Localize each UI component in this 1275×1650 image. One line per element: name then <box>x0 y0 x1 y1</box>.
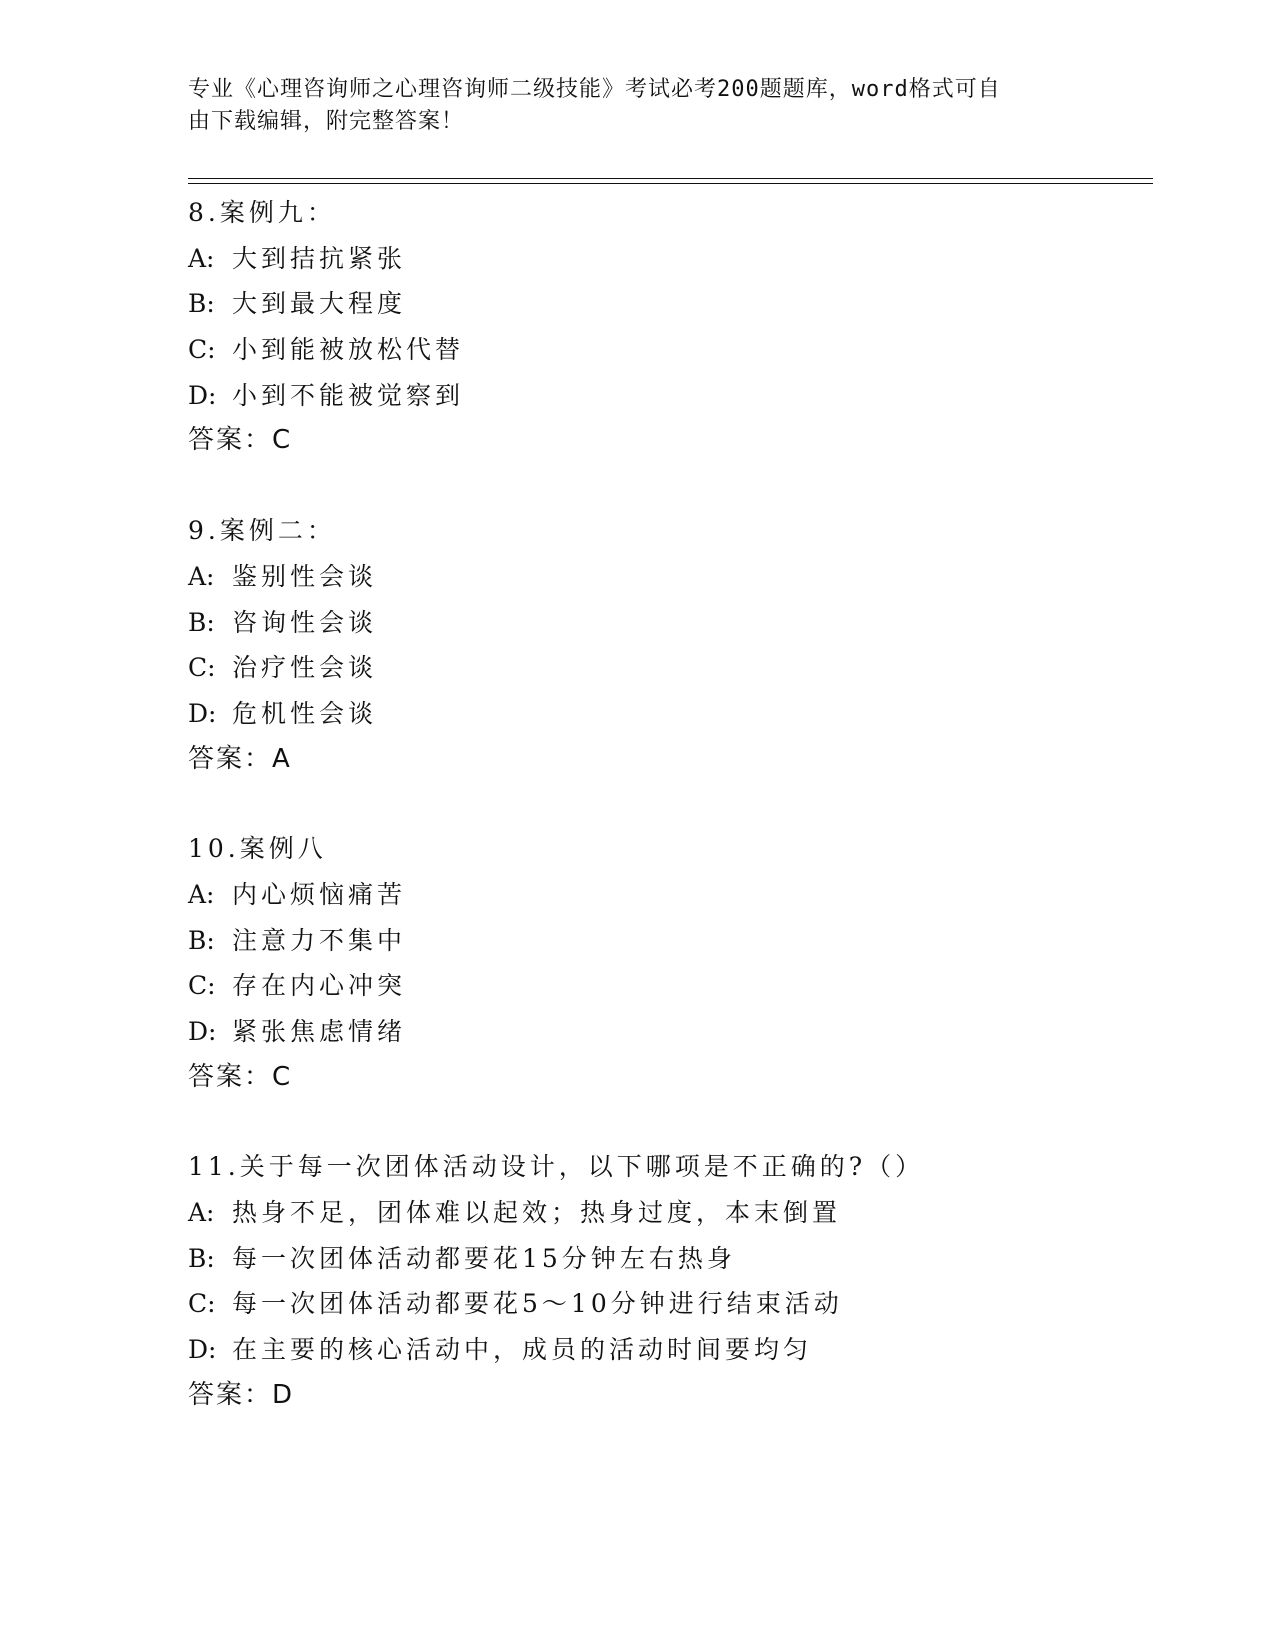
option-text: 存在内心冲突 <box>232 971 407 1001</box>
answer-line: 答案：A <box>188 743 292 774</box>
question-10 <box>188 826 1153 1100</box>
option-text: 每一次团体活动都要花5～10分钟进行结束活动 <box>232 1289 843 1319</box>
option-b <box>188 281 1153 327</box>
question-8 <box>188 190 1153 464</box>
header-divider-bottom <box>188 183 1153 184</box>
option-letter: C: <box>188 653 216 683</box>
question-stem: 11.关于每一次团体活动设计，以下哪项是不正确的?（） <box>188 1152 925 1182</box>
answer-line: 答案：C <box>188 1061 293 1092</box>
option-a <box>188 1190 1153 1236</box>
option-letter: A: <box>188 1198 215 1228</box>
option-text: 咨询性会谈 <box>232 607 378 637</box>
option-b <box>188 600 1153 646</box>
question-9 <box>188 508 1153 782</box>
option-text: 每一次团体活动都要花15分钟左右热身 <box>232 1243 736 1273</box>
option-text: 小到不能被觉察到 <box>232 380 465 410</box>
answer-line: 答案：C <box>188 425 293 456</box>
option-a <box>188 554 1153 600</box>
option-letter: B: <box>188 925 215 955</box>
option-letter: B: <box>188 1243 215 1273</box>
question-11 <box>188 1144 1153 1418</box>
option-d <box>188 1009 1153 1055</box>
option-letter: C: <box>188 1289 216 1319</box>
question-stem: 8.案例九： <box>188 198 336 227</box>
header-line-1: 专业《心理咨询师之心理咨询师二级技能》考试必考200题题库，word格式可自 <box>188 77 1001 102</box>
option-text: 小到能被放松代替 <box>232 335 465 365</box>
option-text: 紧张焦虑情绪 <box>232 1017 407 1046</box>
option-d <box>188 691 1153 737</box>
question-list <box>188 190 1153 1463</box>
option-letter: C: <box>188 971 216 1001</box>
option-text: 大到拮抗紧张 <box>232 243 407 273</box>
option-letter: D: <box>188 380 217 410</box>
option-text: 危机性会谈 <box>232 698 378 728</box>
option-c <box>188 963 1153 1009</box>
header-divider-top <box>188 178 1153 179</box>
option-text: 热身不足，团体难以起效；热身过度，本末倒置 <box>232 1198 842 1228</box>
option-text: 注意力不集中 <box>232 925 407 955</box>
option-letter: D: <box>188 1335 217 1365</box>
header-line-2: 由下载编辑，附完整答案！ <box>188 109 465 134</box>
option-b <box>188 918 1153 964</box>
option-c <box>188 645 1153 691</box>
option-a <box>188 872 1153 918</box>
option-c <box>188 1281 1153 1327</box>
option-letter: B: <box>188 289 215 319</box>
option-d <box>188 1327 1153 1373</box>
option-c <box>188 327 1153 373</box>
option-text: 在主要的核心活动中，成员的活动时间要均匀 <box>232 1335 813 1365</box>
option-text: 鉴别性会谈 <box>232 561 378 591</box>
option-letter: A: <box>188 243 215 273</box>
option-a <box>188 236 1153 282</box>
option-letter: D: <box>188 1017 217 1046</box>
option-letter: A: <box>188 561 215 591</box>
question-stem: 10.案例八 <box>188 834 327 864</box>
option-d <box>188 373 1153 419</box>
option-letter: B: <box>188 607 215 637</box>
option-text: 大到最大程度 <box>232 289 407 319</box>
option-letter: A: <box>188 879 215 909</box>
option-text: 内心烦恼痛苦 <box>232 879 407 909</box>
option-letter: C: <box>188 335 216 365</box>
option-letter: D: <box>188 698 217 728</box>
option-text: 治疗性会谈 <box>232 653 378 683</box>
document-header <box>188 74 1068 138</box>
question-stem: 9.案例二： <box>188 516 336 546</box>
answer-line: 答案：D <box>188 1379 295 1410</box>
option-b <box>188 1236 1153 1282</box>
